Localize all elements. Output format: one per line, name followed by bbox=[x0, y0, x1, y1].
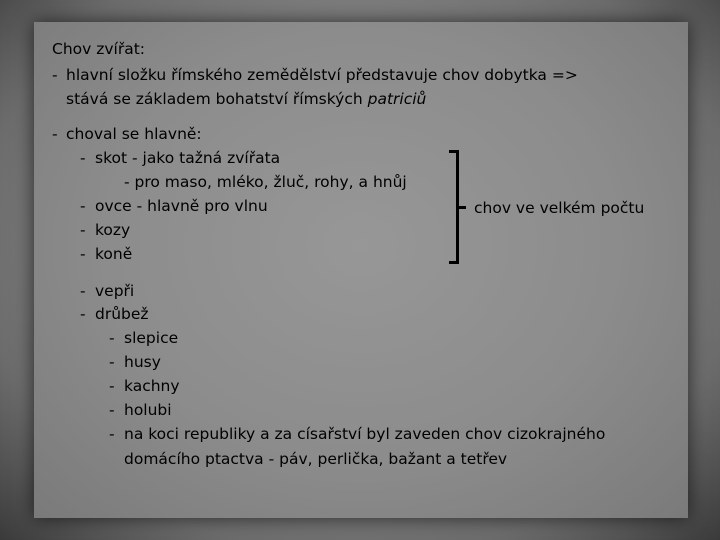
kept-item-dash: - bbox=[80, 245, 86, 263]
kept-item-cattle: skot - jako tažná zvířata bbox=[95, 149, 281, 167]
bracket-tick bbox=[458, 206, 466, 209]
poultry-item-exotic: na koci republiky a za císařství byl zaveden chov cizokrajného bbox=[124, 425, 606, 443]
poultry-item-dash: - bbox=[109, 401, 115, 419]
poultry-item-chickens: slepice bbox=[124, 329, 179, 347]
other-item-poultry: drůbež bbox=[95, 305, 149, 323]
bracket-note: chov ve velkém počtu bbox=[474, 199, 645, 217]
poultry-item-ducks: kachny bbox=[124, 377, 180, 395]
kept-item-cattle-uses: - pro maso, mléko, žluč, rohy, a hnůj bbox=[124, 173, 407, 191]
poultry-item-dash: - bbox=[109, 425, 115, 443]
poultry-item-exotic-continuation: domácího ptactva - páv, perlička, bažant a tetřev bbox=[124, 450, 508, 468]
kept-item-horses: koně bbox=[95, 245, 133, 263]
poultry-item-dash: - bbox=[109, 377, 115, 395]
poultry-item-dash: - bbox=[109, 353, 115, 371]
intro-line-2: stává se základem bohatství římských patriciů bbox=[66, 90, 427, 108]
other-item-pigs: vepři bbox=[95, 282, 135, 300]
kept-item-dash: - bbox=[80, 149, 86, 167]
patricians-term: patriciů bbox=[367, 90, 427, 108]
kept-item-dash: - bbox=[80, 197, 86, 215]
kept-item-sheep: ovce - hlavně pro vlnu bbox=[95, 197, 268, 215]
kept-item-dash: - bbox=[80, 221, 86, 239]
kept-item-goats: kozy bbox=[95, 221, 131, 239]
slide-title: Chov zvířat: bbox=[52, 40, 146, 58]
other-item-dash: - bbox=[80, 282, 86, 300]
kept-label: choval se hlavně: bbox=[66, 125, 202, 143]
poultry-item-dash: - bbox=[109, 329, 115, 347]
other-item-dash: - bbox=[80, 305, 86, 323]
poultry-item-pigeons: holubi bbox=[124, 401, 172, 419]
intro-line-1: hlavní složku římského zemědělství představuje chov dobytka => bbox=[66, 66, 578, 84]
kept-dash: - bbox=[52, 125, 58, 143]
intro-dash: - bbox=[52, 66, 58, 84]
poultry-item-geese: husy bbox=[124, 353, 161, 371]
